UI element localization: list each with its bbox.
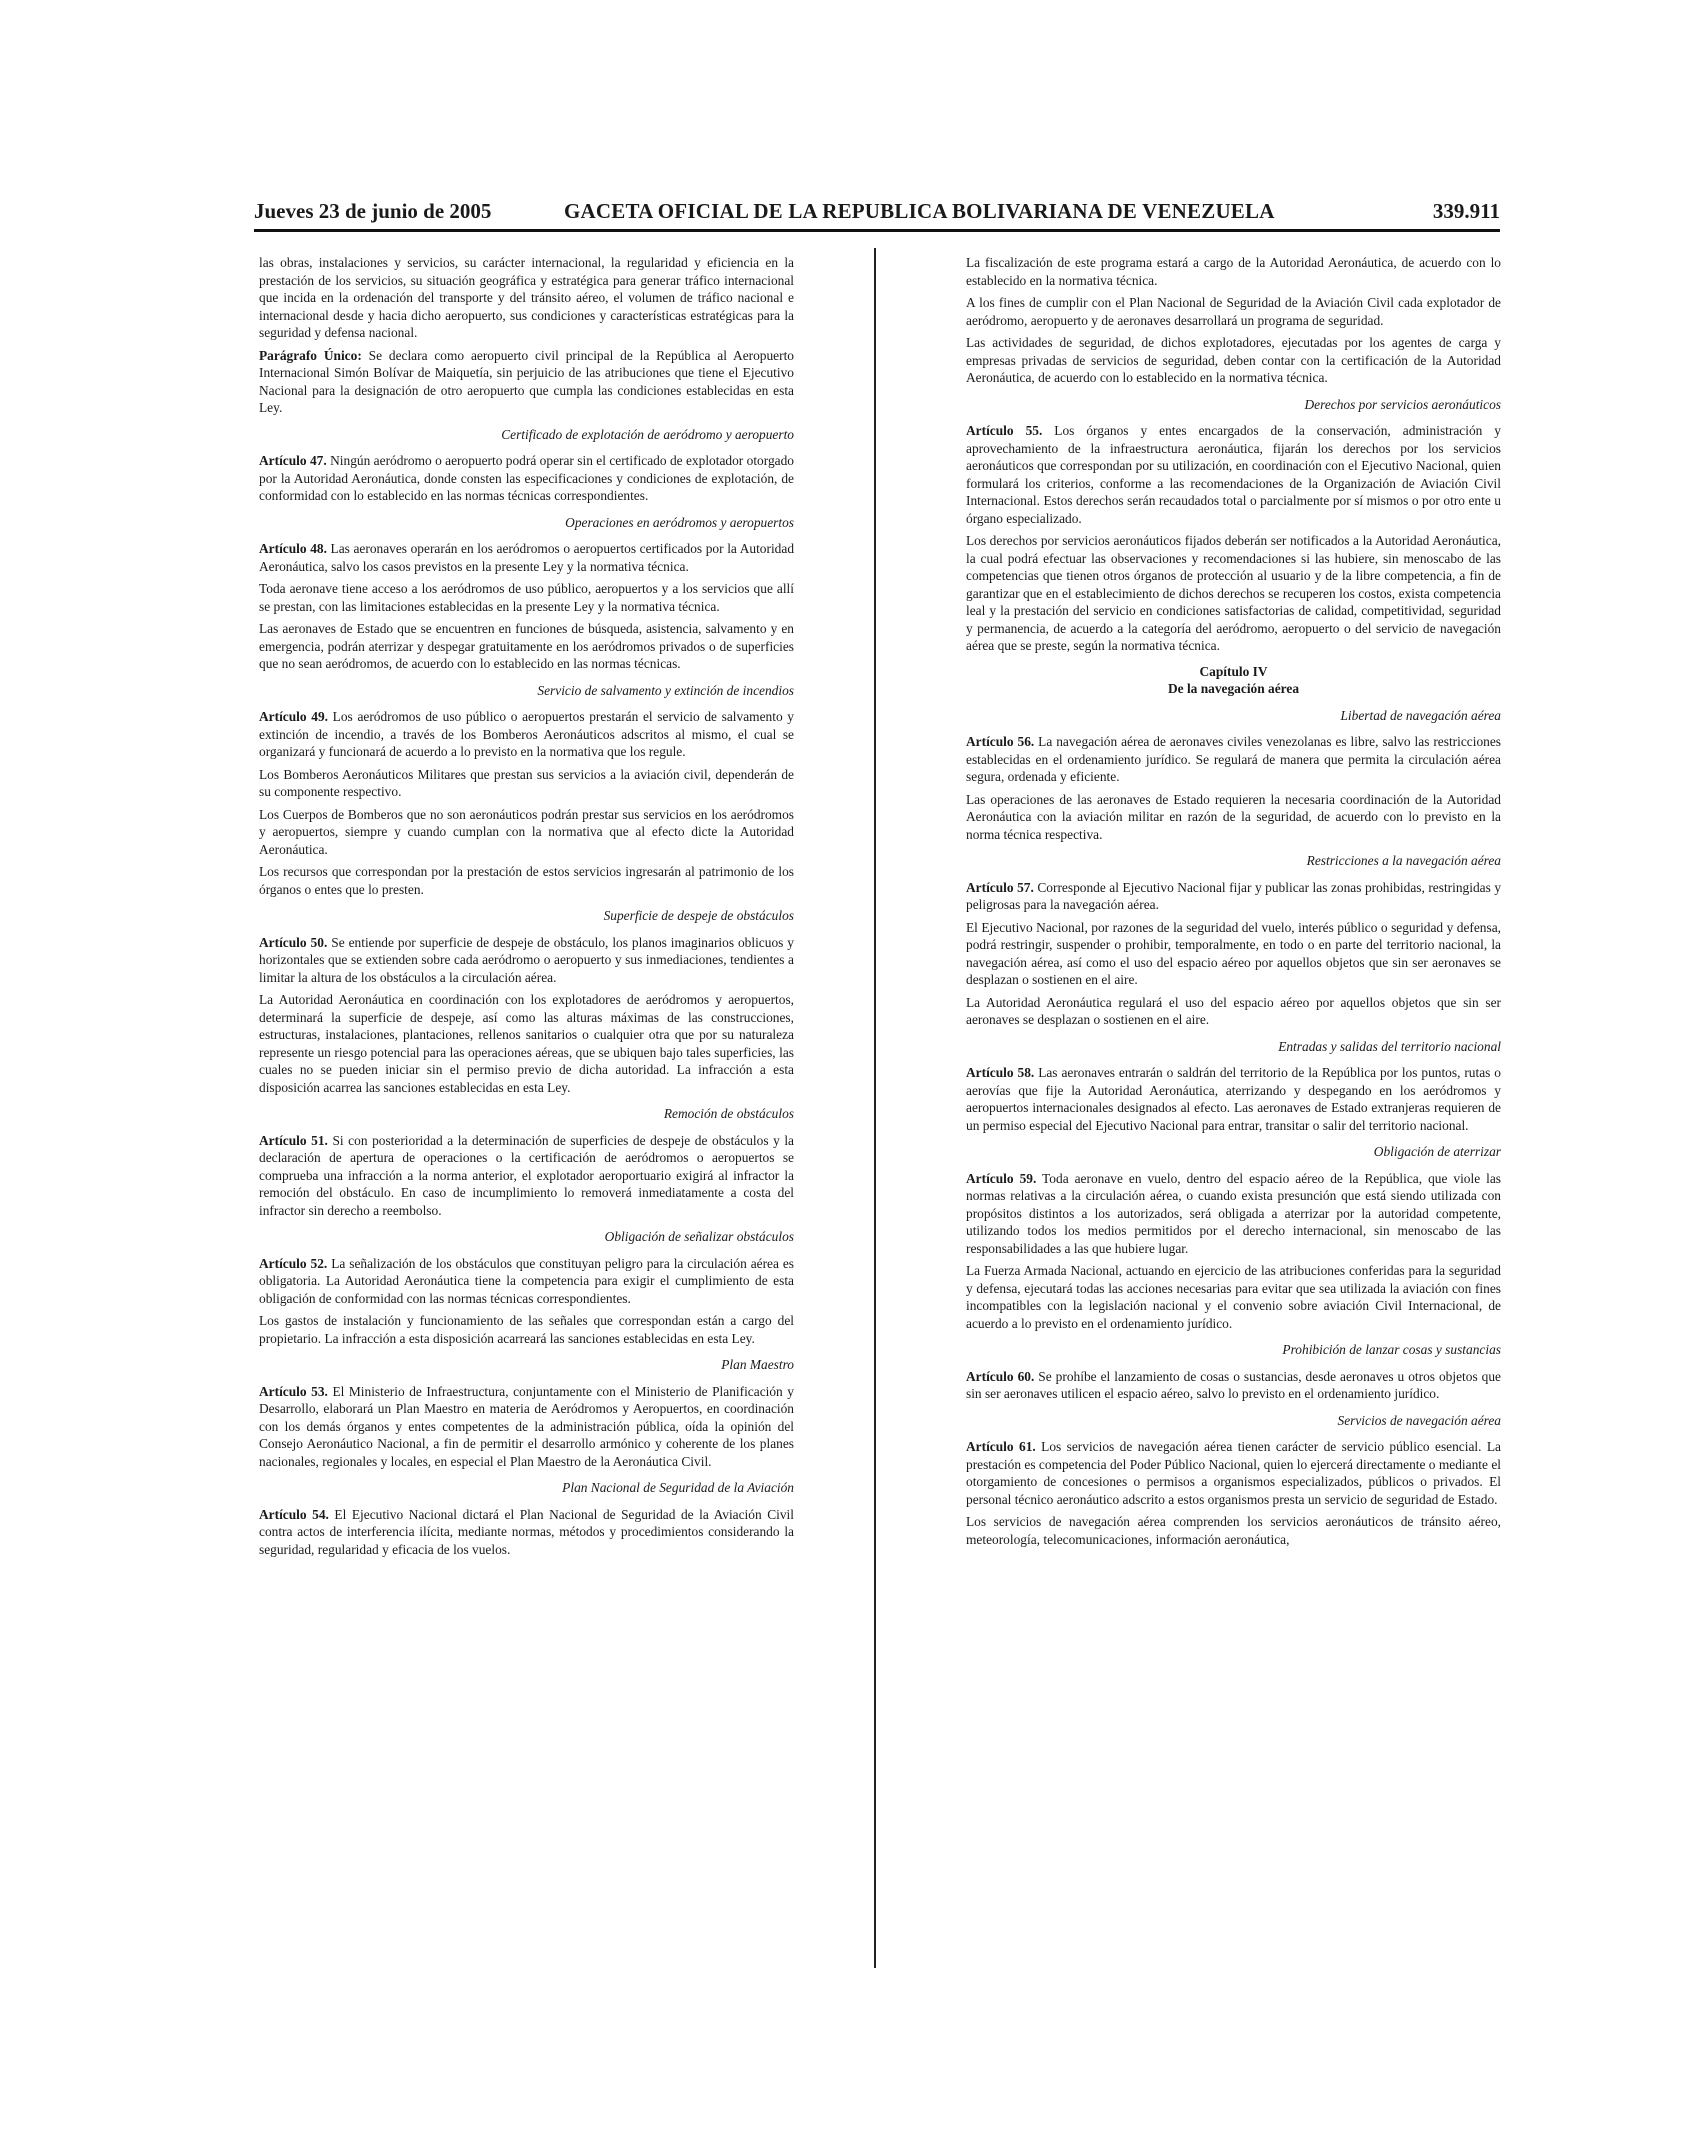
article-text: Los servicios de navegación aérea tienen carácter de servicio público esencial. La prestación es competencia del Poder Público Nacional, quien lo ejercerá directamente o mediante el otorgamiento de concesiones o permisos a organismos especializados, públicos o privados. El personal técnico aeronáutico adscrito a estos organismos presta un servicio de seguridad de Estado. xyxy=(966,1439,1501,1507)
right-column xyxy=(966,254,1501,1974)
chapter-number: Capítulo IV xyxy=(1199,663,1268,679)
paragraph: A los fines de cumplir con el Plan Nacional de Seguridad de la Aviación Civil cada explotador de aeródromo, aeropuerto y de aeronaves desarrollará un programa de seguridad. xyxy=(966,295,1501,328)
article-text: Toda aeronave en vuelo, dentro del espacio aéreo de la República, que viole las normas relativas a la circulación aérea, o cuando exista presunción que está siendo utilizada con propósitos distintos a los autorizados, será obligada a aterrizar por la autoridad competente, utilizando todos los medios permitidos por el derecho internacional, sin menoscabo de las responsabilidades a las que hubiere lugar. xyxy=(966,1170,1501,1256)
paragraph: Los servicios de navegación aérea comprenden los servicios aeronáuticos de tránsito aéreo, meteorología, telecomunicaciones, información aeronáutica, xyxy=(966,1514,1501,1547)
section-heading: Servicio de salvamento y extinción de incendios xyxy=(537,682,794,698)
article-label: Artículo 49. xyxy=(259,709,329,724)
article-label: Artículo 55. xyxy=(966,423,1043,438)
article-label: Artículo 58. xyxy=(966,1065,1035,1080)
article-paragraph xyxy=(259,1132,794,1220)
section-heading: Operaciones en aeródromos y aeropuertos xyxy=(565,514,794,530)
paragraph: Las actividades de seguridad, de dichos explotadores, ejecutadas por los agentes de carga y empresas privadas de servicios de seguridad, deben contar con la certificación de la Autoridad Aeronáutica, de acuerdo con lo establecido en la normativa técnica. xyxy=(966,335,1501,385)
article-label: Artículo 57. xyxy=(966,879,1034,895)
section-heading: Restricciones a la navegación aérea xyxy=(1306,853,1501,868)
paragraph: La Autoridad Aeronáutica en coordinación con los explotadores de aeródromos y aeropuertos, determinará la superficie de despeje, así como las alturas máximas de las construcciones, estructuras, instalaciones, plantaciones, rellenos sanitarios o cualquier otra que por su naturaleza represente un riesgo potencial para las operaciones aéreas, que se ubiquen bajo tales superficies, las cuales no se pueden iniciar sin el permiso previo de dicha autoridad. La infracción a esta disposición acarrea las sanciones establecidas en esta Ley. xyxy=(259,992,794,1095)
article-label: Artículo 59. xyxy=(966,1170,1037,1186)
paragraph: Toda aeronave tiene acceso a los aeródromos de uso público, aeropuertos y a los servicios que allí se prestan, con las limitaciones establecidas en la presente Ley y la normativa técnica. xyxy=(259,581,794,614)
article-paragraph xyxy=(966,1170,1501,1258)
article-paragraph xyxy=(259,708,794,761)
paragraph: La Fuerza Armada Nacional, actuando en ejercicio de las atribuciones conferidas para la seguridad y defensa, ejecutará todas las acciones necesarias para evitar que sea utilizada la aviación con fines incompatibles con la legislación nacional y el convenio sobre aviación Civil Internacional, de acuerdo a lo previsto en el ordenamiento jurídico. xyxy=(966,1263,1501,1331)
article-label: Artículo 48. xyxy=(259,541,327,556)
article-text: La navegación aérea de aeronaves civiles venezolanas es libre, salvo las restricciones establecidas en el ordenamiento jurídico. Se regulará de manera que permita la circulación aérea segura, ordenada y eficiente. xyxy=(966,734,1501,784)
article-label: Artículo 53. xyxy=(259,1383,328,1399)
article-label: Artículo 61. xyxy=(966,1439,1036,1454)
article-paragraph xyxy=(966,1064,1501,1134)
paragraph: Los derechos por servicios aeronáuticos fijados deberán ser notificados a la Autoridad Aeronáutica, la cual podrá efectuar las observaciones y recomendaciones si las hubiere, sin menoscabo de las competencias que tienen otros órganos de protección al usuario y de la libre competencia, a fin de garantizar que en el establecimiento de dichos derechos se recuperen los costos, exista competencia leal y la prestación del servicio en condiciones satisfactorias de calidad, competitividad, seguridad y permanencia, de acuerdo a la categoría del aeródromo, aeropuerto o del servicio de navegación aérea que se preste, según la normativa técnica. xyxy=(966,533,1501,653)
article-label: Artículo 56. xyxy=(966,734,1035,749)
article-paragraph xyxy=(259,540,794,575)
article-text: Se declara como aeropuerto civil principal de la República al Aeropuerto Internacional Simón Bolívar de Maiquetía, sin perjuicio de las atribuciones que tiene el Ejecutivo Nacional para la designación de otro aeropuerto que cumpla las condiciones establecidas en esta Ley. xyxy=(259,347,794,415)
paragraph: La Autoridad Aeronáutica regulará el uso del espacio aéreo por aquellos objetos que sin ser aeronaves se desplazan o sostienen en el aire. xyxy=(966,994,1501,1027)
section-heading: Obligación de señalizar obstáculos xyxy=(604,1229,794,1244)
section-heading: Entradas y salidas del territorio nacional xyxy=(1278,1038,1501,1054)
paragraph: Las operaciones de las aeronaves de Estado requieren la necesaria coordinación de la Autoridad Aeronáutica con la aviación militar en razón de la seguridad, de acuerdo con lo previsto en la norma técnica respectiva. xyxy=(966,791,1501,842)
left-column xyxy=(259,254,794,1974)
paragraph: Los Bomberos Aeronáuticos Militares que prestan sus servicios a la aviación civil, dependerán de su componente respectivo. xyxy=(259,766,794,799)
article-label: Artículo 47. xyxy=(259,453,327,468)
article-text: Las aeronaves operarán en los aeródromos o aeropuertos certificados por la Autoridad Aeronáutica, salvo los casos previstos en la presente Ley y la normativa técnica. xyxy=(259,541,794,574)
paragraph: Los Cuerpos de Bomberos que no son aeronáuticos podrán prestar sus servicios en los aeródromos y aeropuertos, siempre y cuando cumplan con la normativa que al efecto dicte la Autoridad Aeronáutica. xyxy=(259,806,794,857)
article-paragraph xyxy=(259,934,794,987)
section-heading: Libertad de navegación aérea xyxy=(1340,707,1501,723)
article-paragraph xyxy=(259,347,794,417)
paragraph: Los recursos que correspondan por la prestación de estos servicios ingresarán al patrimonio de los órganos o entes que lo presten. xyxy=(259,864,794,897)
article-label: Artículo 52. xyxy=(259,1255,328,1271)
article-text: Los aeródromos de uso público o aeropuertos prestarán el servicio de salvamento y extinción de incendio, a través de los Bomberos Aeronáuticos adscritos al mismo, el cual se organizará y funcionará de acuerdo a lo previsto en la normativa que los regule. xyxy=(259,709,794,759)
section-heading: Obligación de aterrizar xyxy=(1373,1144,1501,1159)
section-heading: Derechos por servicios aeronáuticos xyxy=(1304,396,1501,412)
article-paragraph xyxy=(259,1506,794,1559)
article-label: Artículo 54. xyxy=(259,1506,329,1522)
article-text: Se entiende por superficie de despeje de obstáculo, los planos imaginarios oblicuos y horizontales que se extienden sobre cada aeródromo o aeropuerto y sus inmediaciones, tendientes a limitar la altura de los obstáculos a la circulación aérea. xyxy=(259,934,794,985)
page-header xyxy=(254,199,1500,233)
header-rule xyxy=(254,229,1500,232)
article-paragraph xyxy=(259,452,794,505)
paragraph: Las aeronaves de Estado que se encuentren en funciones de búsqueda, asistencia, salvamento y en emergencia, podrán aterrizar y despegar gratuitamente en los aeródromos privados o de superficies que no sean aeródromos, de acuerdo con lo establecido en las normas técnicas. xyxy=(259,621,794,671)
section-heading: Servicios de navegación aérea xyxy=(1337,1412,1501,1428)
header-title: GACETA OFICIAL DE LA REPUBLICA BOLIVARIANA DE VENEZUELA xyxy=(564,199,1275,223)
article-paragraph xyxy=(966,422,1501,527)
section-heading: Remoción de obstáculos xyxy=(663,1106,794,1121)
article-paragraph xyxy=(966,733,1501,786)
article-label: Artículo 51. xyxy=(259,1132,328,1148)
paragraph: las obras, instalaciones y servicios, su carácter internacional, la regularidad y eficiencia en la prestación de los servicios, su situación geográfica y estratégica para generar tráfico internacional que incida en la ordenación del transporte y del tránsito aéreo, el volumen de tráfico nacional e internacional desde y hacia dicho aeropuerto, sus condiciones y características estratégicas para la seguridad y defensa nacional. xyxy=(259,255,794,340)
article-label: Artículo 60. xyxy=(966,1368,1035,1384)
section-heading: Certificado de explotación de aeródromo y aeropuerto xyxy=(501,426,794,442)
article-paragraph xyxy=(966,1438,1501,1508)
article-paragraph xyxy=(259,1255,794,1308)
article-text: La señalización de los obstáculos que constituyan peligro para la circulación aérea es obligatoria. La Autoridad Aeronáutica tiene la competencia para exigir el cumplimiento de esta obligación de conformidad con las normas técnicas correspondientes. xyxy=(259,1255,794,1306)
article-text: Corresponde al Ejecutivo Nacional fijar y publicar las zonas prohibidas, restringidas y peligrosas para la navegación aérea. xyxy=(966,879,1501,912)
article-text: El Ejecutivo Nacional dictará el Plan Nacional de Seguridad de la Aviación Civil contra actos de interferencia ilícita, mediante normas, métodos y procedimientos considerando la seguridad, regularidad y eficacia de los vuelos. xyxy=(259,1506,794,1557)
article-text: Si con posterioridad a la determinación de superficies de despeje de obstáculos y la declaración de apertura de operaciones o la certificación de aeródromos o aeropuertos se comprueba una infracción a la norma anterior, el explotador aeroportuario exigirá al infractor la remoción del obstáculo. En caso de incumplimiento lo removerá inmediatamente a costa del infractor sin derecho a reembolso. xyxy=(259,1132,794,1218)
column-divider xyxy=(874,248,876,1968)
article-paragraph xyxy=(966,879,1501,914)
article-text: Ningún aeródromo o aeropuerto podrá operar sin el certificado de explotador otorgado por la Autoridad Aeronáutica, donde consten las especificaciones y condiciones de explotación, de conformidad con lo establecido en las normas técnicas correspondientes. xyxy=(259,453,794,503)
chapter-title: De la navegación aérea xyxy=(1167,681,1300,696)
article-text: Los órganos y entes encargados de la conservación, administración y aprovechamiento de la infraestructura aeronáutica, fijarán los derechos por los servicios aeronáuticos que correspondan por su utilización, en coordinación con el Ejecutivo Nacional, quien formulará los criterios, conforme a las recomendaciones de la Organización de Aviación Civil Internacional. Estos derechos serán recaudados total o parcialmente por sí mismos o por otro ente u órgano especializado. xyxy=(966,423,1501,526)
paragraph: La fiscalización de este programa estará a cargo de la Autoridad Aeronáutica, de acuerdo con lo establecido en la normativa técnica. xyxy=(966,255,1501,288)
section-heading: Prohibición de lanzar cosas y sustancias xyxy=(1282,1342,1501,1357)
section-heading: Plan Nacional de Seguridad de la Aviación xyxy=(562,1480,794,1495)
paragraph: Los gastos de instalación y funcionamiento de las señales que correspondan están a cargo del propietario. La infracción a esta disposición acarreará las sanciones establecidas en esta Ley. xyxy=(259,1313,794,1346)
article-label: Parágrafo Único: xyxy=(259,347,362,363)
section-heading: Plan Maestro xyxy=(721,1357,794,1372)
article-text: El Ministerio de Infraestructura, conjuntamente con el Ministerio de Planificación y Desarrollo, elaborará un Plan Maestro en materia de Aeródromos y Aeropuertos, en coordinación con los demás órganos y entes competentes de la administración pública, oída la opinión del Consejo Aeronáutico Nacional, a fin de permitir el desarrollo armónico y coherente de los planes nacionales, regionales y locales, en especial el Plan Maestro de la Aeronáutica Civil. xyxy=(259,1383,794,1469)
article-text: Se prohíbe el lanzamiento de cosas o sustancias, desde aeronaves u otros objetos que sin ser aeronaves utilicen el espacio aéreo, salvo lo previsto en el ordenamiento jurídico. xyxy=(966,1368,1501,1401)
article-label: Artículo 50. xyxy=(259,934,328,950)
header-page-number: 339.911 xyxy=(1432,199,1500,223)
header-date: Jueves 23 de junio de 2005 xyxy=(254,199,492,223)
article-paragraph xyxy=(259,1383,794,1471)
section-heading: Superficie de despeje de obstáculos xyxy=(603,908,794,923)
paragraph: El Ejecutivo Nacional, por razones de la seguridad del vuelo, interés público o seguridad y defensa, podrá restringir, suspender o prohibir, temporalmente, en todo o en parte del territorio nacional, la navegación aérea, así como el uso del espacio aéreo por aquellos objetos que sin ser aeronaves se desplazan o sostienen en el aire. xyxy=(966,919,1501,987)
article-paragraph xyxy=(966,1368,1501,1403)
article-text: Las aeronaves entrarán o saldrán del territorio de la República por los puntos, rutas o aerovías que fije la Autoridad Aeronáutica, aterrizando y despegando en los aeródromos y aeropuertos internacionales designados al efecto. Las aeronaves de Estado extranjeras requieren de un permiso especial del Ejecutivo Nacional para entrar, transitar o salir del territorio nacional. xyxy=(966,1065,1501,1133)
